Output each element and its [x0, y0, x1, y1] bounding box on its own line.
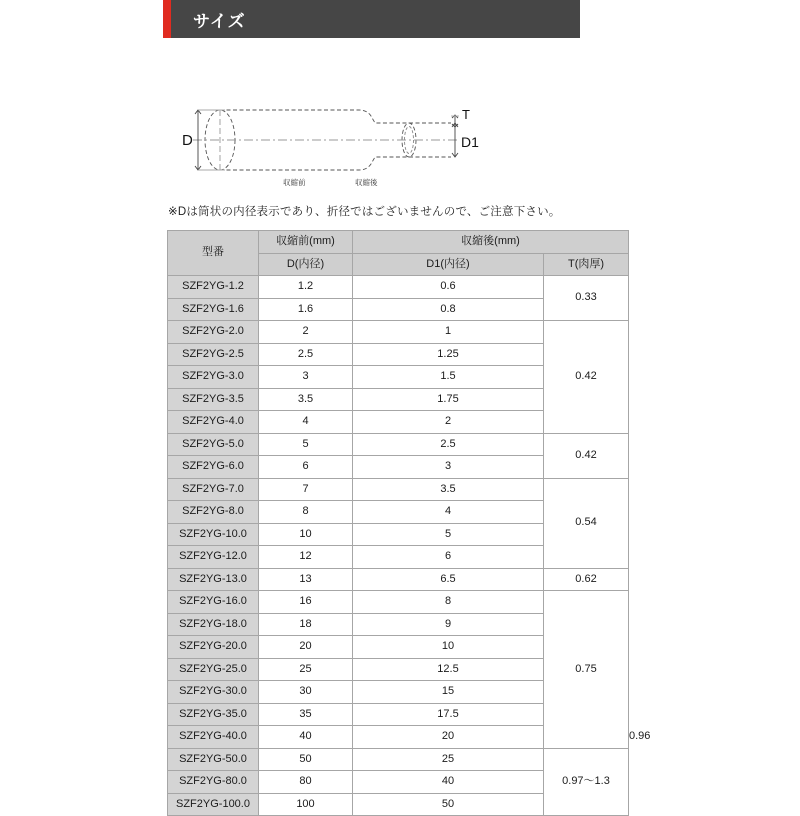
cell-diameter-before: 40 [259, 726, 353, 749]
col-header-before: 収縮前(mm) [259, 231, 353, 254]
cell-diameter-after: 25 [353, 748, 544, 771]
cell-model: SZF2YG-20.0 [168, 636, 259, 659]
cell-diameter-before: 6 [259, 456, 353, 479]
table-row [168, 591, 629, 614]
cell-diameter-before: 8 [259, 501, 353, 524]
cell-model: SZF2YG-35.0 [168, 703, 259, 726]
cell-diameter-after: 2 [353, 411, 544, 434]
cell-diameter-after: 4 [353, 501, 544, 524]
table-header-row-1 [168, 231, 629, 254]
cell-diameter-before: 13 [259, 568, 353, 591]
section-header [163, 0, 580, 38]
cell-diameter-before: 10 [259, 523, 353, 546]
cell-model: SZF2YG-8.0 [168, 501, 259, 524]
size-table-wrapper [167, 230, 651, 816]
cell-diameter-after: 12.5 [353, 658, 544, 681]
cell-diameter-before: 20 [259, 636, 353, 659]
cell-diameter-before: 35 [259, 703, 353, 726]
cell-diameter-before: 7 [259, 478, 353, 501]
tube-diagram-svg [163, 85, 493, 195]
cell-model: SZF2YG-2.5 [168, 343, 259, 366]
cell-diameter-after: 1 [353, 321, 544, 344]
col-header-d: D(内径) [259, 253, 353, 276]
cell-diameter-after: 1.25 [353, 343, 544, 366]
size-spec-table [167, 230, 651, 816]
cell-model: SZF2YG-3.5 [168, 388, 259, 411]
cell-wall-thickness: 0.33 [544, 276, 629, 321]
diagram-caption-before: 収縮前 [283, 178, 306, 187]
table-row [168, 321, 629, 344]
table-row [168, 433, 629, 456]
cell-diameter-after: 50 [353, 793, 544, 816]
cell-model: SZF2YG-18.0 [168, 613, 259, 636]
cell-diameter-before: 5 [259, 433, 353, 456]
tube-dimension-diagram [163, 85, 493, 195]
cell-wall-thickness: 0.75 [544, 591, 629, 749]
cell-diameter-after: 40 [353, 771, 544, 794]
cell-diameter-after: 0.8 [353, 298, 544, 321]
cell-diameter-after: 10 [353, 636, 544, 659]
cell-wall-thickness: 0.42 [544, 433, 629, 478]
col-header-t: T(肉厚) [544, 253, 629, 276]
cell-model: SZF2YG-16.0 [168, 591, 259, 614]
cell-diameter-before: 50 [259, 748, 353, 771]
cell-model: SZF2YG-1.6 [168, 298, 259, 321]
cell-diameter-after: 1.75 [353, 388, 544, 411]
cell-model: SZF2YG-3.0 [168, 366, 259, 389]
cell-diameter-after: 6.5 [353, 568, 544, 591]
table-row: SZF2YG-40.0 40 20 0.96 [168, 726, 629, 749]
table-row [168, 748, 629, 771]
cell-diameter-before: 16 [259, 591, 353, 614]
diagram-caption-after: 収縮後 [355, 178, 378, 187]
cell-model: SZF2YG-30.0 [168, 681, 259, 704]
cell-wall-thickness: 0.97〜1.3 [544, 748, 629, 816]
cell-model: SZF2YG-6.0 [168, 456, 259, 479]
cell-model: SZF2YG-2.0 [168, 321, 259, 344]
cell-model: SZF2YG-100.0 [168, 793, 259, 816]
cell-diameter-after: 20 [353, 726, 544, 749]
cell-diameter-before: 3 [259, 366, 353, 389]
cell-diameter-before: 3.5 [259, 388, 353, 411]
cell-diameter-before: 100 [259, 793, 353, 816]
cell-diameter-after: 6 [353, 546, 544, 569]
cell-diameter-after: 0.6 [353, 276, 544, 299]
cell-model: SZF2YG-7.0 [168, 478, 259, 501]
cell-wall-thickness: 0.54 [544, 478, 629, 568]
cell-model: SZF2YG-4.0 [168, 411, 259, 434]
cell-model: SZF2YG-12.0 [168, 546, 259, 569]
cell-model: SZF2YG-1.2 [168, 276, 259, 299]
cell-diameter-before: 4 [259, 411, 353, 434]
cell-model: SZF2YG-40.0 [168, 726, 259, 749]
cell-diameter-after: 8 [353, 591, 544, 614]
cell-wall-thickness: 0.62 [544, 568, 629, 591]
cell-wall-thickness: 0.42 [544, 321, 629, 434]
table-row [168, 276, 629, 299]
col-header-model: 型番 [168, 231, 259, 276]
cell-diameter-after: 9 [353, 613, 544, 636]
cell-model: SZF2YG-5.0 [168, 433, 259, 456]
cell-diameter-before: 12 [259, 546, 353, 569]
cell-diameter-before: 18 [259, 613, 353, 636]
col-header-after: 収縮後(mm) [353, 231, 629, 254]
cell-diameter-after: 17.5 [353, 703, 544, 726]
cell-diameter-after: 3.5 [353, 478, 544, 501]
table-body [168, 276, 651, 816]
table-head [168, 231, 629, 276]
table-row [168, 478, 629, 501]
cell-model: SZF2YG-50.0 [168, 748, 259, 771]
cell-diameter-before: 2.5 [259, 343, 353, 366]
cell-diameter-before: 2 [259, 321, 353, 344]
cell-model: SZF2YG-10.0 [168, 523, 259, 546]
cell-diameter-after: 5 [353, 523, 544, 546]
cell-diameter-after: 1.5 [353, 366, 544, 389]
diagram-label-d: D [182, 132, 193, 149]
cell-diameter-before: 1.2 [259, 276, 353, 299]
cell-diameter-before: 25 [259, 658, 353, 681]
diameter-note: ※Dは筒状の内径表示であり、折径ではございませんので、ご注意下さい。 [168, 206, 561, 218]
cell-diameter-before: 80 [259, 771, 353, 794]
cell-model: SZF2YG-80.0 [168, 771, 259, 794]
cell-diameter-after: 15 [353, 681, 544, 704]
cell-diameter-before: 30 [259, 681, 353, 704]
diagram-label-t: T [462, 107, 470, 122]
cell-model: SZF2YG-13.0 [168, 568, 259, 591]
diagram-label-d1: D1 [461, 134, 479, 150]
cell-diameter-after: 2.5 [353, 433, 544, 456]
cell-model: SZF2YG-25.0 [168, 658, 259, 681]
cell-diameter-before: 1.6 [259, 298, 353, 321]
col-header-d1: D1(内径) [353, 253, 544, 276]
page-title: サイズ [193, 11, 246, 31]
table-row [168, 568, 629, 591]
cell-diameter-after: 3 [353, 456, 544, 479]
header-accent-bar [163, 0, 171, 38]
